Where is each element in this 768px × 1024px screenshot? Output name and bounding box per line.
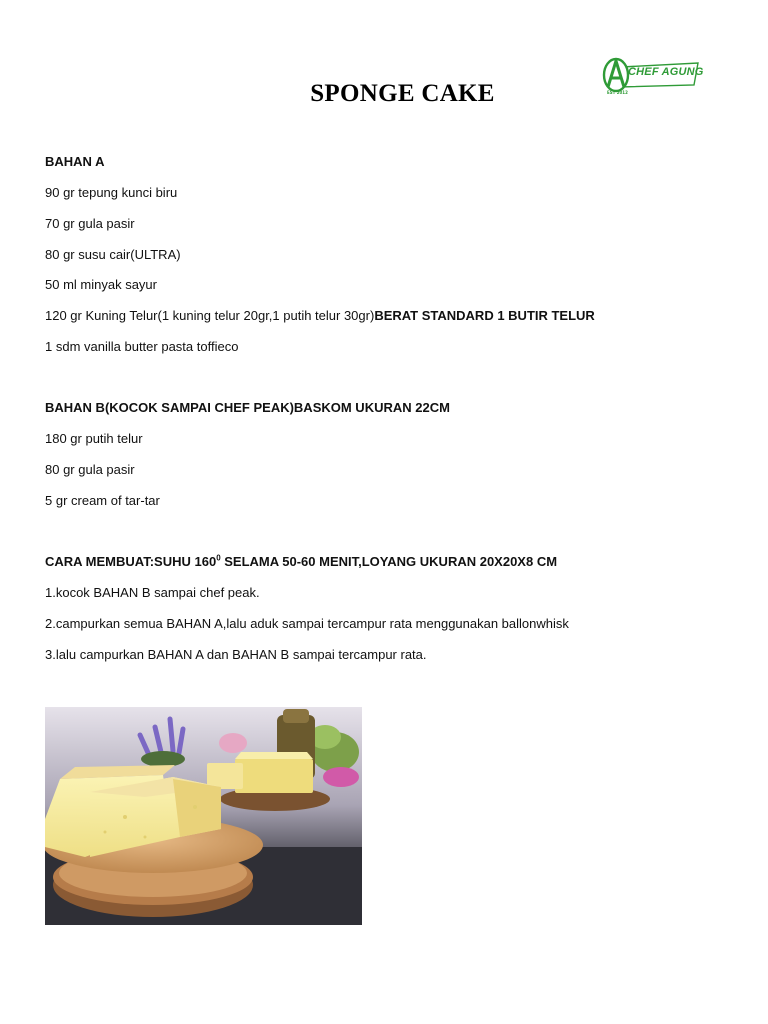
bahan-b-item: 80 gr gula pasir — [45, 462, 135, 477]
bahan-a-egg-note: BERAT STANDARD 1 BUTIR TELUR — [374, 308, 595, 323]
bahan-a-heading: BAHAN A — [45, 154, 105, 169]
cara-step: 3.lalu campurkan BAHAN A dan BAHAN B sampai tercampur rata. — [45, 647, 427, 662]
logo-est-text: EST 2012 — [607, 90, 628, 95]
bahan-b-item: 180 gr putih telur — [45, 431, 143, 446]
degree-superscript: 0 — [216, 553, 221, 563]
bahan-a-item: 50 ml minyak sayur — [45, 277, 157, 292]
bahan-a-item-egg — [45, 308, 595, 324]
bahan-a-item: 1 sdm vanilla butter pasta toffieco — [45, 339, 239, 354]
cara-heading-pre: CARA MEMBUAT:SUHU 160 — [45, 554, 217, 569]
cara-heading-post: SELAMA 50-60 MENIT,LOYANG UKURAN 20X20X8 CM — [220, 554, 558, 569]
cara-step: 1.kocok BAHAN B sampai chef peak. — [45, 585, 260, 600]
bahan-b-item: 5 gr cream of tar-tar — [45, 493, 160, 508]
bahan-b-heading: BAHAN B(KOCOK SAMPAI CHEF PEAK)BASKOM UKURAN 22CM — [45, 400, 450, 415]
bahan-a-item-egg-text: 120 gr Kuning Telur(1 kuning telur 20gr,1 putih telur 30gr) — [45, 308, 375, 323]
bahan-a-item: 80 gr susu cair(ULTRA) — [45, 247, 181, 262]
bahan-a-item: 90 gr tepung kunci biru — [45, 185, 178, 200]
logo-brand-text: CHEF AGUNG — [628, 66, 704, 78]
sponge-cake-photo — [45, 707, 362, 925]
cara-membuat-heading — [45, 554, 557, 570]
page-title: SPONGE CAKE — [310, 80, 495, 107]
bahan-a-item: 70 gr gula pasir — [45, 216, 135, 231]
cara-step: 2.campurkan semua BAHAN A,lalu aduk sampai tercampur rata menggunakan ballonwhisk — [45, 616, 569, 631]
